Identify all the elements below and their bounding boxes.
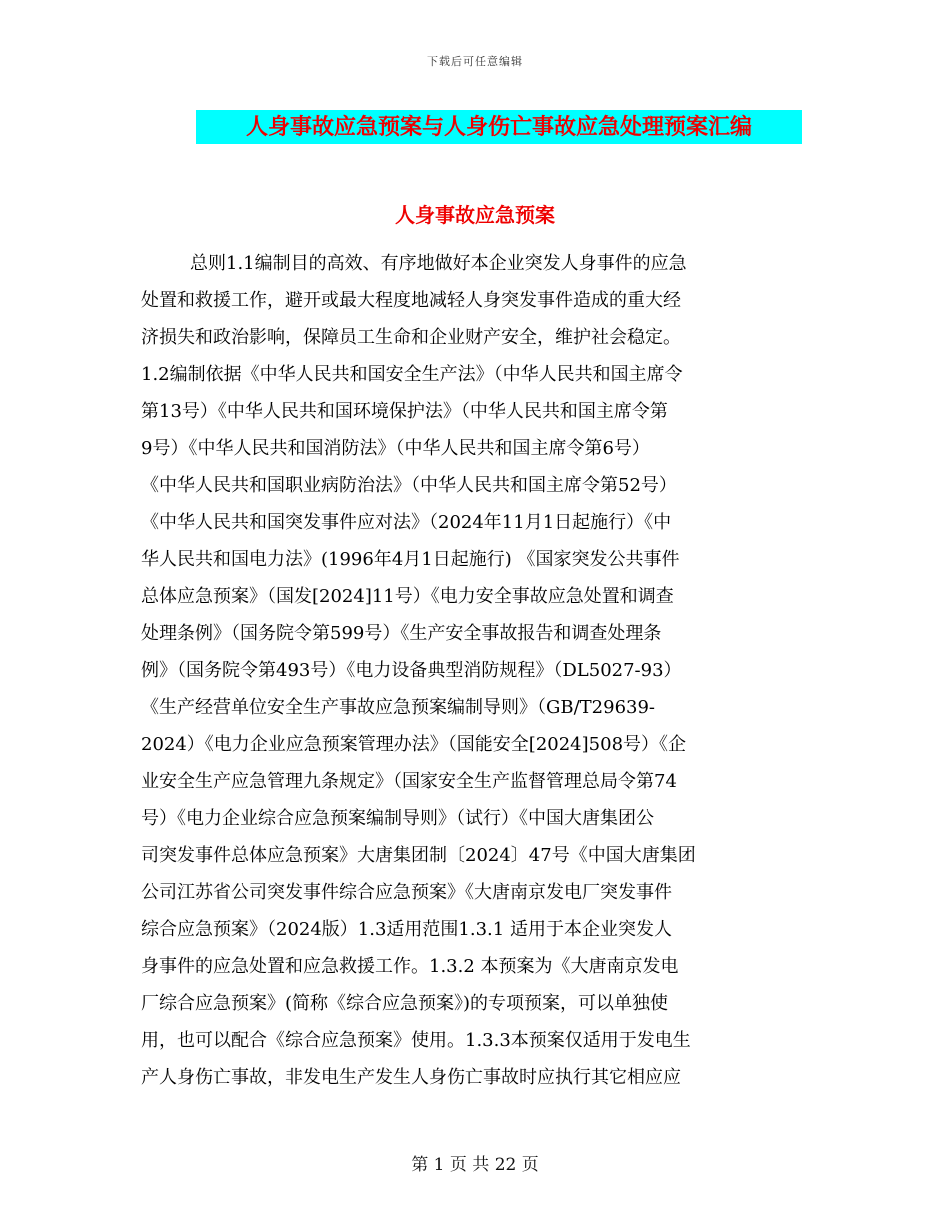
page-number-footer: 第 1 页 共 22 页 [411, 1155, 539, 1175]
body-line: 例》（国务院令第493号）《电力设备典型消防规程》（DL5027-93） [141, 660, 682, 681]
body-line: 身事件的应急处置和应急救援工作。1.3.2 本预案为《大唐南京发电 [141, 956, 679, 977]
body-line: 业安全生产应急管理九条规定》（国家安全生产监督管理总局令第74 [141, 771, 677, 792]
body-line: 处理条例》（国务院令第599号）《生产安全事故报告和调查处理条 [141, 623, 662, 644]
body-line: 产人身伤亡事故，非发电生产发生人身伤亡事故时应执行其它相应应 [141, 1067, 681, 1088]
body-line: 2024）《电力企业应急预案管理办法》（国能安全[2024]508号）《企 [141, 734, 687, 755]
document-title-highlight [196, 110, 802, 144]
body-line: 《中华人民共和国职业病防治法》（中华人民共和国主席令第52号） [141, 475, 677, 496]
body-line: 司突发事件总体应急预案》大唐集团制〔2024〕47号《中国大唐集团 [141, 845, 696, 866]
document-title: 人身事故应急预案与人身伤亡事故应急处理预案汇编 [245, 114, 752, 140]
body-line: 总则1.1编制目的高效、有序地做好本企业突发人身事件的应急 [190, 253, 687, 274]
body-line: 总体应急预案》（国发[2024]11号）《电力安全事故应急处置和调查 [141, 586, 674, 607]
body-line: 《中华人民共和国突发事件应对法》（2024年11月1日起施行）《中 [141, 512, 672, 533]
body-line: 用，也可以配合《综合应急预案》使用。1.3.3本预案仅适用于发电生 [141, 1030, 691, 1051]
body-line: 华人民共和国电力法》(1996年4月1日起施行) 《国家突发公共事件 [141, 549, 680, 570]
body-line: 号）《电力企业综合应急预案编制导则》（试行）《中国大唐集团公 [141, 808, 654, 829]
body-line: 1.2编制依据《中华人民共和国安全生产法》（中华人民共和国主席令 [141, 364, 683, 385]
section-title: 人身事故应急预案 [395, 203, 555, 227]
body-line: 9号）《中华人民共和国消防法》（中华人民共和国主席令第6号） [141, 438, 650, 459]
body-line: 《生产经营单位安全生产事故应急预案编制导则》（GB/T29639- [141, 697, 656, 718]
body-line: 第13号）《中华人民共和国环境保护法》（中华人民共和国主席令第 [141, 401, 668, 422]
body-line: 综合应急预案》（2024版）1.3适用范围1.3.1 适用于本企业突发人 [141, 919, 672, 940]
body-line: 厂综合应急预案》(简称《综合应急预案》)的专项预案，可以单独使 [141, 993, 669, 1014]
page-header-note: 下载后可任意编辑 [427, 55, 523, 68]
body-line: 济损失和政治影响，保障员工生命和企业财产安全，维护社会稳定。 [141, 327, 681, 348]
body-line: 处置和救援工作，避开或最大程度地减轻人身突发事件造成的重大经 [141, 290, 681, 311]
body-line: 公司江苏省公司突发事件综合应急预案》《大唐南京发电厂突发事件 [141, 882, 672, 903]
